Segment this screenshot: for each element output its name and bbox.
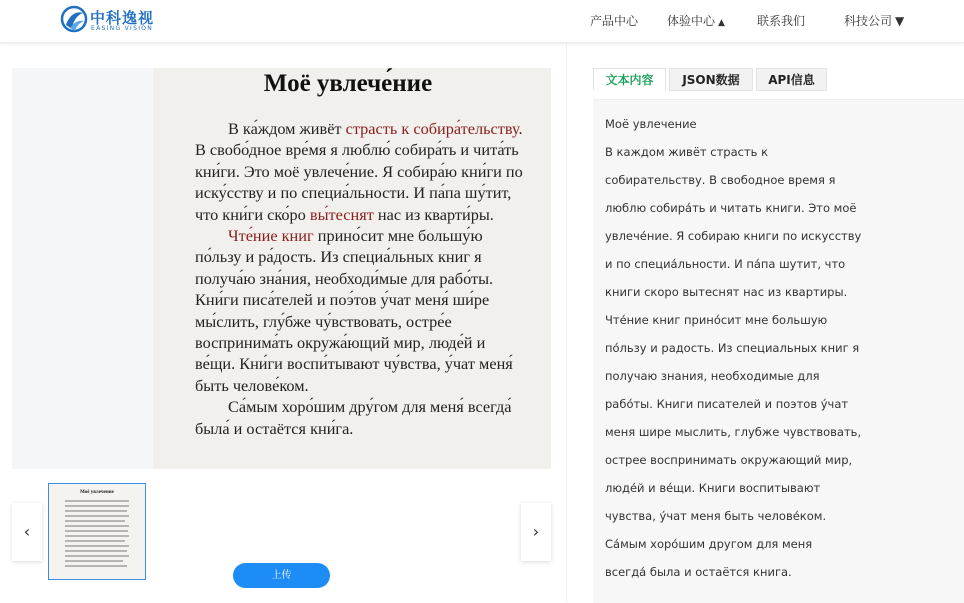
nav-company[interactable]	[844, 0, 904, 42]
result-text-line: Са́мым хоро́шим другом для меня	[605, 537, 813, 551]
result-text-line: чувства, у́чат меня быть челове́ком.	[605, 509, 827, 523]
nav-experience[interactable]	[667, 0, 725, 42]
result-text-line: рабо́ты. Книги писателей и поэтов у́чат	[605, 397, 849, 411]
logo-subtitle: EASING VISION	[91, 25, 154, 32]
nav-contact-label: 联系我们	[757, 14, 806, 28]
logo-mark-icon	[60, 3, 88, 35]
result-text-line: книги скоро вытеснят нас из квартиры.	[605, 285, 848, 299]
tab-text-content[interactable]: 文本内容	[593, 68, 666, 91]
logo[interactable]	[60, 3, 160, 37]
chevron-right-icon: ›	[532, 522, 540, 541]
result-text-line: острее воспринимать окружающий мир,	[605, 453, 853, 467]
thumbnail-line	[65, 555, 129, 557]
caret-down-icon: ▼	[895, 14, 905, 28]
result-text-line: собирательству. В свободное время я	[605, 173, 836, 187]
doc-text: прино́сит мне большу́ю по́льзу и ра́дость. Из специа́льных книг я получа́ю зна́ния, необходи́мые для рабо́ты. Кни́ги писа́телей и поэ́тов у́чат меня́ ши́ре мы́слить, глу́бже чу́вствовать, остре́е воспринима́ть окружа́ющий мир, люде́й и ве́щи. Кни́ги воспи́тывают чу́вства, у́чат меня́ быть челове́ком.	[195, 226, 513, 395]
thumbnail-line	[65, 560, 123, 562]
doc-highlight: страсть к собира́тельству	[345, 119, 519, 138]
thumbnail-line	[65, 505, 129, 507]
thumbnail-line	[65, 545, 129, 547]
document-image	[153, 68, 551, 469]
document-body	[195, 118, 525, 439]
nav-contact[interactable]	[757, 0, 805, 42]
result-text-line: меня шире мыслить, глубже чувствовать,	[605, 425, 862, 439]
document-paragraph-1	[195, 118, 525, 225]
result-text-line: В каждом живёт страсть к	[605, 145, 769, 159]
result-text-line: по́льзу и радость. Из специальных книг я	[605, 341, 860, 355]
tab-api-info[interactable]: API信息	[756, 68, 827, 91]
thumbnail-line	[65, 520, 125, 522]
result-text-line: Чте́ние книг прино́сит мне большую	[605, 313, 828, 327]
result-text-line: Моё увлечение	[605, 117, 697, 131]
thumbnail-line	[65, 525, 129, 527]
tab-json-data[interactable]: JSON数据	[669, 68, 753, 91]
chevron-left-icon: ‹	[23, 522, 31, 541]
prev-button[interactable]	[12, 503, 42, 561]
document-title: Моё увлече́ние	[263, 70, 433, 97]
result-text-line: всегда́ была и остаётся книга.	[605, 565, 792, 579]
doc-text: нас из кварти́ры.	[373, 204, 494, 224]
thumbnail-line	[65, 510, 127, 512]
nav-products[interactable]	[590, 0, 638, 42]
thumbnail-item[interactable]	[48, 483, 146, 580]
document-paragraph-2	[195, 225, 525, 396]
thumbnail-line	[65, 565, 127, 567]
nav-company-label: 科技公司	[844, 14, 893, 28]
doc-text: В ка́ждом живёт	[228, 119, 346, 138]
caret-up-icon: ▲	[718, 18, 725, 28]
thumbnail-line	[65, 500, 129, 502]
result-text-line: люде́й и ве́щи. Книги воспитывают	[605, 481, 821, 495]
nav-experience-label: 体验中心	[667, 14, 716, 28]
doc-text: Са́мым хоро́шим дру́гом для меня́ всегда́ была́ и остаётся кни́га.	[195, 397, 512, 438]
next-button[interactable]	[521, 503, 551, 561]
logo-text: 中科逸视	[90, 9, 155, 27]
thumbnail-line	[65, 530, 128, 532]
top-header	[0, 0, 964, 43]
result-text-line: получаю знания, необходимые для	[605, 369, 820, 383]
thumbnail-title: Моё увлечение	[80, 490, 114, 495]
thumbnail-line	[65, 535, 129, 537]
panel-divider	[566, 42, 567, 602]
nav-products-label: 产品中心	[590, 14, 639, 28]
doc-highlight: Чте́ние книг	[228, 226, 314, 246]
thumbnail-line	[65, 550, 127, 552]
image-preview	[12, 68, 551, 469]
doc-text: . В свобо́дное вре́мя я люблю́ собира́ть и чита́ть кни́ги. Это моё увлече́ние. Я собира́ю кни́ги по иску́сству и по специа́льности. И па́па шу́тит, что кни́ги ско́ро	[195, 119, 523, 224]
recognized-text-panel	[593, 99, 964, 603]
upload-button[interactable]: 上传	[233, 563, 330, 588]
result-text-line: увлече́ние. Я собираю книги по искусству	[605, 229, 862, 243]
thumbnail-line	[65, 540, 125, 542]
thumbnail-line	[65, 515, 129, 517]
document-paragraph-3	[195, 396, 525, 439]
doc-highlight: вы́теснят	[309, 204, 374, 224]
result-text-line: люблю собира́ть и читать книги. Это моё	[605, 201, 857, 215]
result-text-line: и по специа́льности. И па́па шутит, что	[605, 257, 846, 271]
